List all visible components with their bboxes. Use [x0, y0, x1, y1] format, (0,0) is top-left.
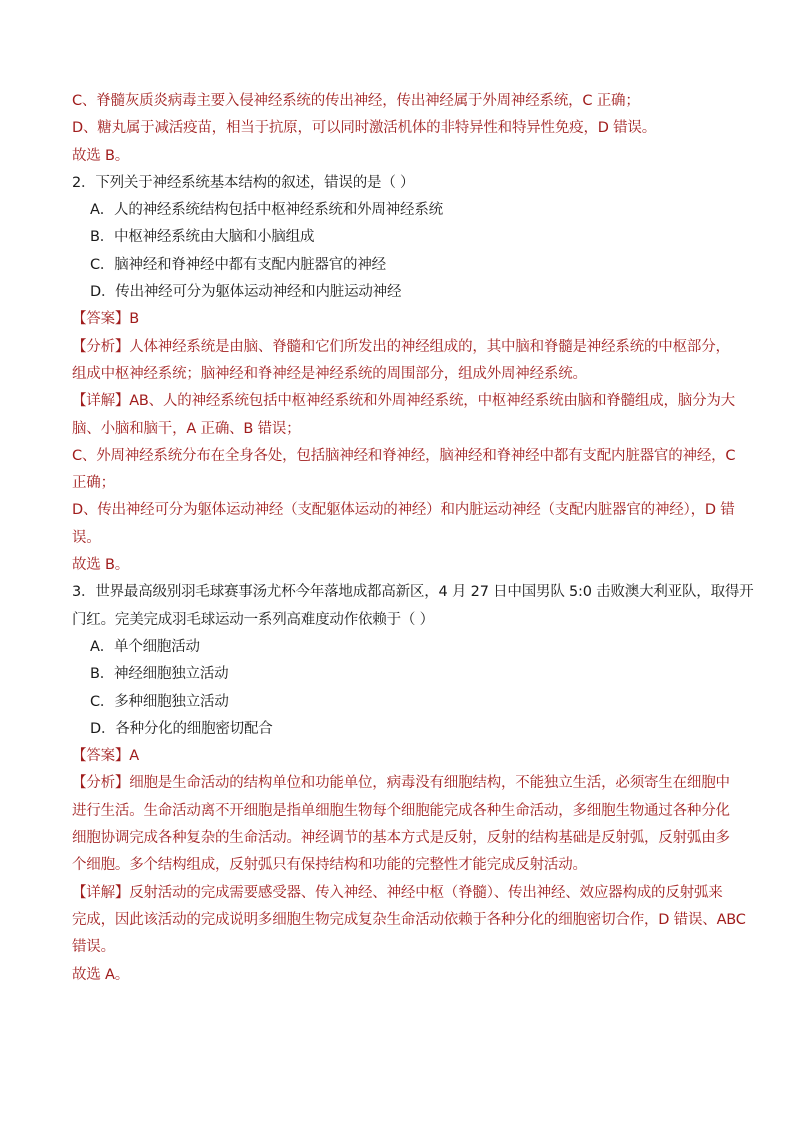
detail-tag: 【详解】	[72, 884, 130, 901]
question-3-option-c: C．多种细胞独立活动	[90, 693, 229, 710]
question-2-detail-line-2: 脑、小脑和脑干，A 正确、B 错误；	[72, 420, 301, 437]
detail-text: AB、人的神经系统包括中枢神经系统和外周神经系统，中枢神经系统由脑和脊髓组成，脑分为大	[129, 393, 735, 410]
question-2-detail-line-1	[72, 388, 735, 415]
question-3-analysis-line-4: 个细胞。多个结构组成，反射弧只有保持结构和功能的完整性才能完成反射活动。	[72, 857, 587, 874]
detail-text: 反射活动的完成需要感受器、传入神经、神经中枢（脊髓）、传出神经、效应器构成的反射弧来	[129, 884, 723, 901]
question-2-option-d: D．传出神经可分为躯体运动神经和内脏运动神经	[90, 284, 402, 301]
question-3-detail-line-2: 完成，因此该活动的完成说明多细胞生物完成复杂生命活动依赖于各种分化的细胞密切合作，D 错误、ABC	[72, 911, 746, 928]
question-2-analysis-line-2: 组成中枢神经系统；脑神经和脊神经是神经系统的周围部分，组成外周神经系统。	[72, 365, 587, 382]
question-2-option-a: A．人的神经系统结构包括中枢神经系统和外周神经系统	[90, 202, 443, 219]
answer-tag: 【答案】	[72, 748, 130, 765]
question-3-answer	[72, 743, 732, 770]
question-3-detail-line-3: 错误。	[72, 939, 115, 956]
question-3-stem-line-1: 3．世界最高级别羽毛球赛事汤尤杯今年落地成都高新区，4 月 27 日中国男队 5:0 击败澳大利亚队，取得开	[72, 584, 754, 601]
answer-tag: 【答案】	[72, 311, 130, 328]
conclusion-line: 故选 B。	[72, 147, 130, 164]
answer-value: A	[129, 748, 139, 765]
answer-value: B	[129, 311, 139, 328]
question-2-detail-line-4: 正确；	[72, 475, 115, 492]
question-3-analysis-line-3: 细胞协调完成各种复杂的生命活动。神经调节的基本方式是反射，反射的结构基础是反射弧，反射弧由多	[72, 830, 730, 847]
question-3-option-b: B．神经细胞独立活动	[90, 666, 229, 683]
question-2-stem: 2．下列关于神经系统基本结构的叙述，错误的是（ ）	[72, 174, 415, 191]
question-2-option-c: C．脑神经和脊神经中都有支配内脏器官的神经	[90, 256, 386, 273]
question-3-option-a: A．单个细胞活动	[90, 638, 200, 655]
analysis-tag: 【分析】	[72, 338, 130, 355]
question-3-analysis-line-1	[72, 770, 732, 797]
explanation-line-c: C、脊髓灰质炎病毒主要入侵神经系统的传出神经，传出神经属于外周神经系统，C 正确；	[72, 93, 640, 109]
analysis-text: 细胞是生命活动的结构单位和功能单位，病毒没有细胞结构，不能独立生活，必须寄生在细胞中	[129, 775, 730, 792]
question-2-detail-line-3: C、外周神经系统分布在全身各处，包括脑神经和脊神经，脑神经和脊神经中都有支配内脏器官的神经，C	[72, 447, 736, 464]
question-3-conclusion: 故选 A。	[72, 966, 130, 983]
question-2-analysis-line-1	[72, 334, 732, 361]
analysis-tag: 【分析】	[72, 775, 130, 792]
question-3-analysis-line-2: 进行生活。生命活动离不开细胞是指单细胞生物每个细胞能完成各种生命活动，多细胞生物通过各种分化	[72, 802, 730, 819]
question-3-stem-line-2: 门红。完美完成羽毛球运动一系列高难度动作依赖于（ ）	[72, 611, 434, 628]
question-2-detail-line-5: D、传出神经可分为躯体运动神经（支配躯体运动的神经）和内脏运动神经（支配内脏器官的神经），D 错	[72, 502, 735, 519]
question-2-conclusion: 故选 B。	[72, 557, 130, 574]
analysis-text: 人体神经系统是由脑、脊髓和它们所发出的神经组成的，其中脑和脊髓是神经系统的中枢部分，	[129, 338, 730, 355]
detail-tag: 【详解】	[72, 393, 130, 410]
question-2-answer	[72, 306, 732, 333]
question-3-detail-line-1	[72, 880, 732, 907]
question-2-option-b: B．中枢神经系统由大脑和小脑组成	[90, 229, 315, 246]
document-page	[72, 88, 754, 989]
question-3-option-d: D．各种分化的细胞密切配合	[90, 720, 273, 737]
question-2-detail-line-6: 误。	[72, 529, 101, 546]
explanation-line-d: D、糖丸属于减活疫苗，相当于抗原，可以同时激活机体的非特异性和特异性免疫，D 错误。	[72, 120, 657, 137]
